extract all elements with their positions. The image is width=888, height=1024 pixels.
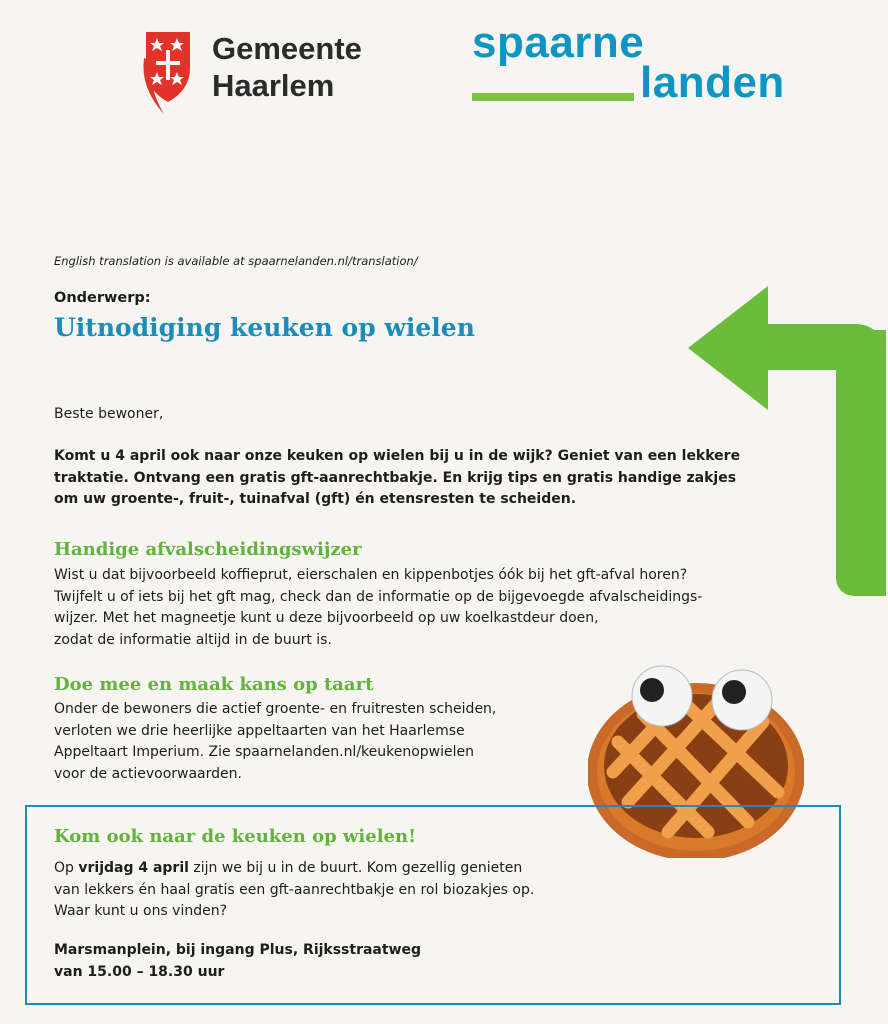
intro-line: traktatie. Ontvang een gratis gft-aanrechtbakje. En krijg tips en gratis handige zakjes [54, 469, 737, 486]
event-box-heading: Kom ook naar de keuken op wielen! [54, 826, 416, 847]
section-heading-taart: Doe mee en maak kans op taart [54, 674, 374, 695]
spaarnelanden-logo-line-1: spaarne [472, 18, 645, 67]
intro-paragraph [54, 446, 740, 511]
body-line: Wist u dat bijvoorbeeld koffieprut, eierschalen en kippenbotjes óók bij het gft-afval horen? [54, 567, 688, 583]
text: Op [54, 860, 79, 876]
logo-line-1: Gemeente [212, 31, 362, 66]
body-line: wijzer. Met het magneetje kunt u deze bijvoorbeeld op uw koelkastdeur doen, [54, 610, 599, 626]
event-location-address: Marsmanplein, bij ingang Plus, Rijksstraatweg [54, 942, 422, 958]
event-box-body [54, 858, 534, 923]
event-box-line: van lekkers én haal gratis een gft-aanrechtbakje en rol biozakjes op. [54, 881, 535, 898]
section-taart-body [54, 699, 496, 785]
intro-line: om uw groente-, fruit-, tuinafval (gft) én etensresten te scheiden. [54, 491, 577, 507]
body-line: zodat de informatie altijd in de buurt is. [54, 631, 332, 648]
text: zijn we bij u in de buurt. Kom gezellig genieten [188, 860, 523, 876]
logo-line-2: Haarlem [212, 68, 335, 103]
body-line: voor de actievoorwaarden. [54, 765, 242, 782]
gemeente-haarlem-crest-logo [140, 28, 198, 116]
spaarnelanden-logo-bar [472, 93, 634, 101]
event-location [54, 940, 421, 983]
gemeente-haarlem-logo-text [212, 30, 362, 104]
event-time: van 15.00 – 18.30 uur [54, 963, 225, 980]
spaarnelanden-logo-line-2: landen [640, 58, 785, 107]
body-line: Appeltaart Imperium. Zie spaarnelanden.nl/keukenopwielen [54, 744, 475, 760]
salutation: Beste bewoner, [54, 406, 164, 422]
event-box-line: Waar kunt u ons vinden? [54, 903, 228, 919]
subject-label: Onderwerp: [54, 290, 151, 306]
intro-line: Komt u 4 april ook naar onze keuken op wielen bij u in de wijk? Geniet van een lekkere [54, 448, 741, 464]
event-box-line [54, 858, 534, 880]
body-line: Twijfelt u of iets bij het gft mag, check dan de informatie op de bijgevoegde afvalscheidings- [54, 588, 703, 605]
subject-title: Uitnodiging keuken op wielen [54, 313, 475, 342]
section-wijzer-body [54, 565, 702, 651]
green-arrow-head-icon [688, 286, 768, 410]
body-line: Onder de bewoners die actief groente- en fruitresten scheiden, [54, 701, 497, 717]
event-date: vrijdag 4 april [78, 860, 189, 876]
section-heading-wijzer: Handige afvalscheidingswijzer [54, 539, 362, 560]
english-translation-note: English translation is available at spaarnelanden.nl/translation/ [54, 254, 418, 268]
body-line: verloten we drie heerlijke appeltaarten van het Haarlemse [54, 722, 465, 739]
